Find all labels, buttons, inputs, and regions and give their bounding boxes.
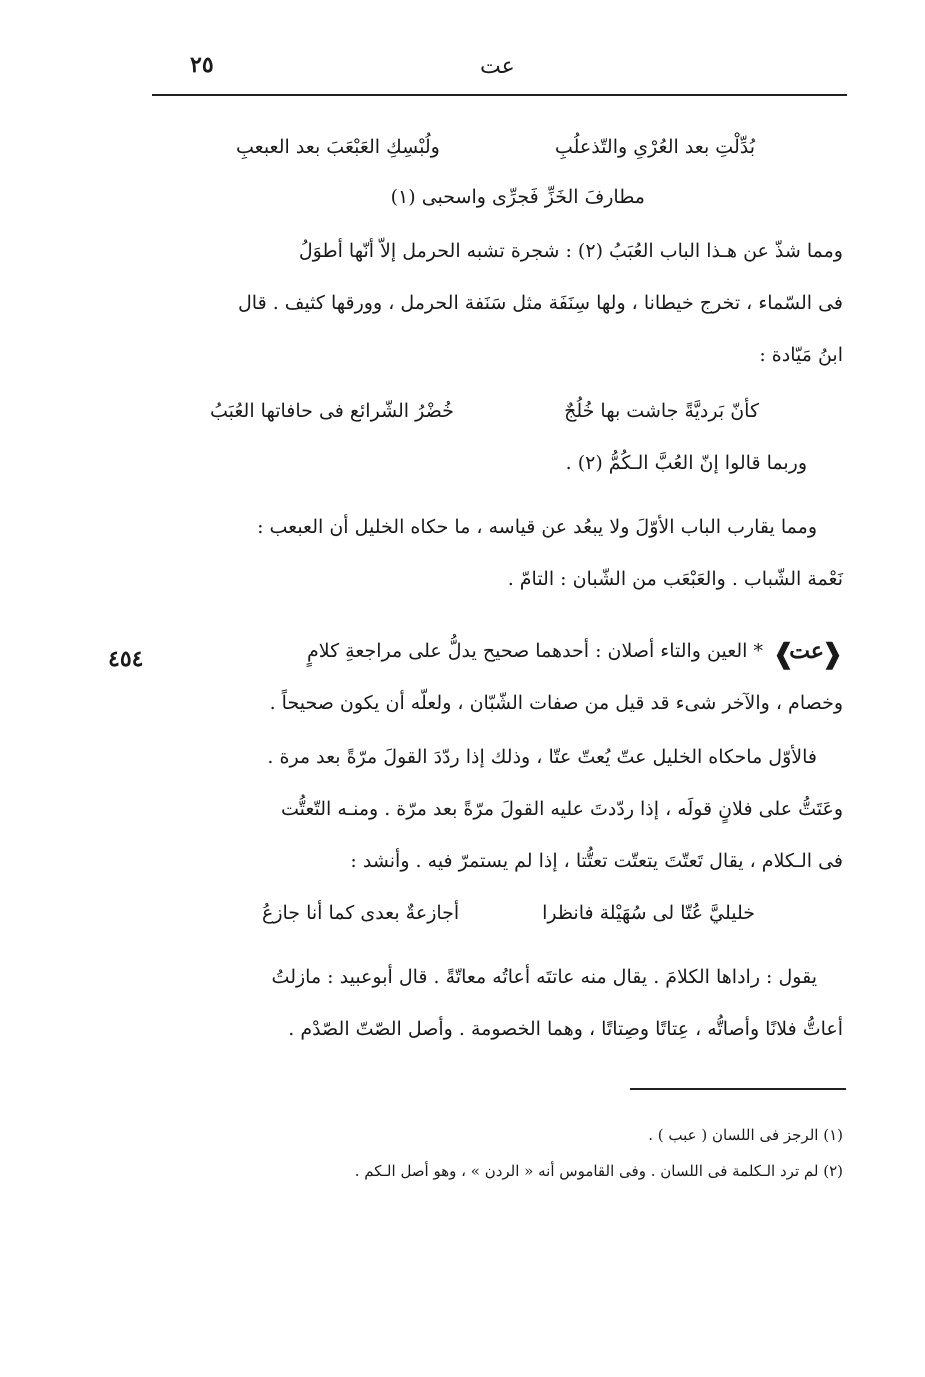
body-line: ومما شذّ عن هـذا الباب العُبَبُ (٢) : شجرة تشبه الحرمل إلاّ أنّها أطوَلُ xyxy=(298,240,843,262)
verse-hemistich-right: كأنّ بَرديَّةً جاشت بها خُلُجٌ xyxy=(564,400,759,422)
verse-hemistich-left: ولُبْسِكِ العَبْعَبَ بعد العبعبِ xyxy=(236,136,440,158)
entry-number: ٤٥٤ xyxy=(108,646,144,672)
body-line: فالأوّل ماحكاه الخليل عتّ يُعتّ عتّا ، وذلك إذا ردّدَ القولَ مرّةً بعد مرة . xyxy=(267,746,817,768)
footnote-divider xyxy=(630,1088,846,1090)
body-line: وعَتَتُّ على فلانٍ قولَه ، إذا ردّدتَ عليه القولَ مرّةً بعد مرّة . ومنـه التّعتُّت xyxy=(280,798,843,820)
body-line: فى السّماء ، تخرج خيطانا ، ولها سِنَفَة مثل سَنَفة الحرمل ، وورقها كثيف . قال xyxy=(237,292,843,314)
body-line: * العين والتاء أصلان : أحدهما صحيح يدلُّ على مراجعةِ كلامٍ xyxy=(306,640,763,662)
verse-hemistich-left: خُضْرُ الشّرائع فى حافاتها العُبَبُ xyxy=(210,400,454,422)
verse-line: وربما قالوا إنّ العُبَّ الـكُمُّ (٢) . xyxy=(565,452,807,474)
body-line: نَعْمة الشّباب . والعَبْعَب من الشّبان : التامّ . xyxy=(507,568,843,590)
body-line: أعاتُّ فلانًا وأصاتُّه ، عِتاتًا وصِتاتًا ، وهما الخصومة . وأصل الصّتّ الصّدْم . xyxy=(288,1018,843,1040)
footnote: (١) الرجز فى اللسان ( عبب ) . xyxy=(648,1126,843,1144)
verse-hemistich-right: بُدِّلْتِ بعد العُرْىِ والتّذعلُبِ xyxy=(554,136,755,158)
entry-root-word: عت xyxy=(789,638,824,664)
body-line: ابنُ مَيّادة : xyxy=(759,344,843,366)
verse-hemistich-left: أجازعةٌ بعدى كما أنا جازعُ xyxy=(262,902,460,924)
ornamental-bracket-right: ❰ xyxy=(820,637,844,670)
verse-hemistich-right: خليليَّ عُتّا لى سُهَيْلة فانظرا xyxy=(542,902,755,924)
footnote: (٢) لم ترد الـكلمة فى اللسان . وفى القاموس أنه « الردن » ، وهو أصل الـكم . xyxy=(354,1162,843,1180)
entry-headword xyxy=(772,636,844,672)
running-head-root: عت xyxy=(480,54,515,79)
body-line: ومما يقارب الباب الأوّلَ ولا يبعُد عن قياسه ، ما حكاه الخليل أن العبعب : xyxy=(257,516,817,538)
verse-line: مطارفَ الخَزِّ فَجرِّى واسحبى (١) xyxy=(390,186,645,208)
body-line: وخصام ، والآخر شىء قد قيل من صفات الشّبّان ، ولعلّه أن يكون صحيحاً . xyxy=(269,692,843,714)
page-number: ٢٥ xyxy=(190,52,214,78)
header-divider xyxy=(152,94,847,96)
body-line: فى الـكلام ، يقال تَعتّتَ يتعتّت تعتُّتا ، إذا لم يستمرّ فيه . وأنشد : xyxy=(350,850,843,872)
body-line: يقول : راداها الكلامَ . يقال منه عاتتَه أعاتُه معاتّةً . قال أبوعبيد : مازلتُ xyxy=(271,966,817,988)
ornamental-bracket-left: ❱ xyxy=(772,637,796,670)
